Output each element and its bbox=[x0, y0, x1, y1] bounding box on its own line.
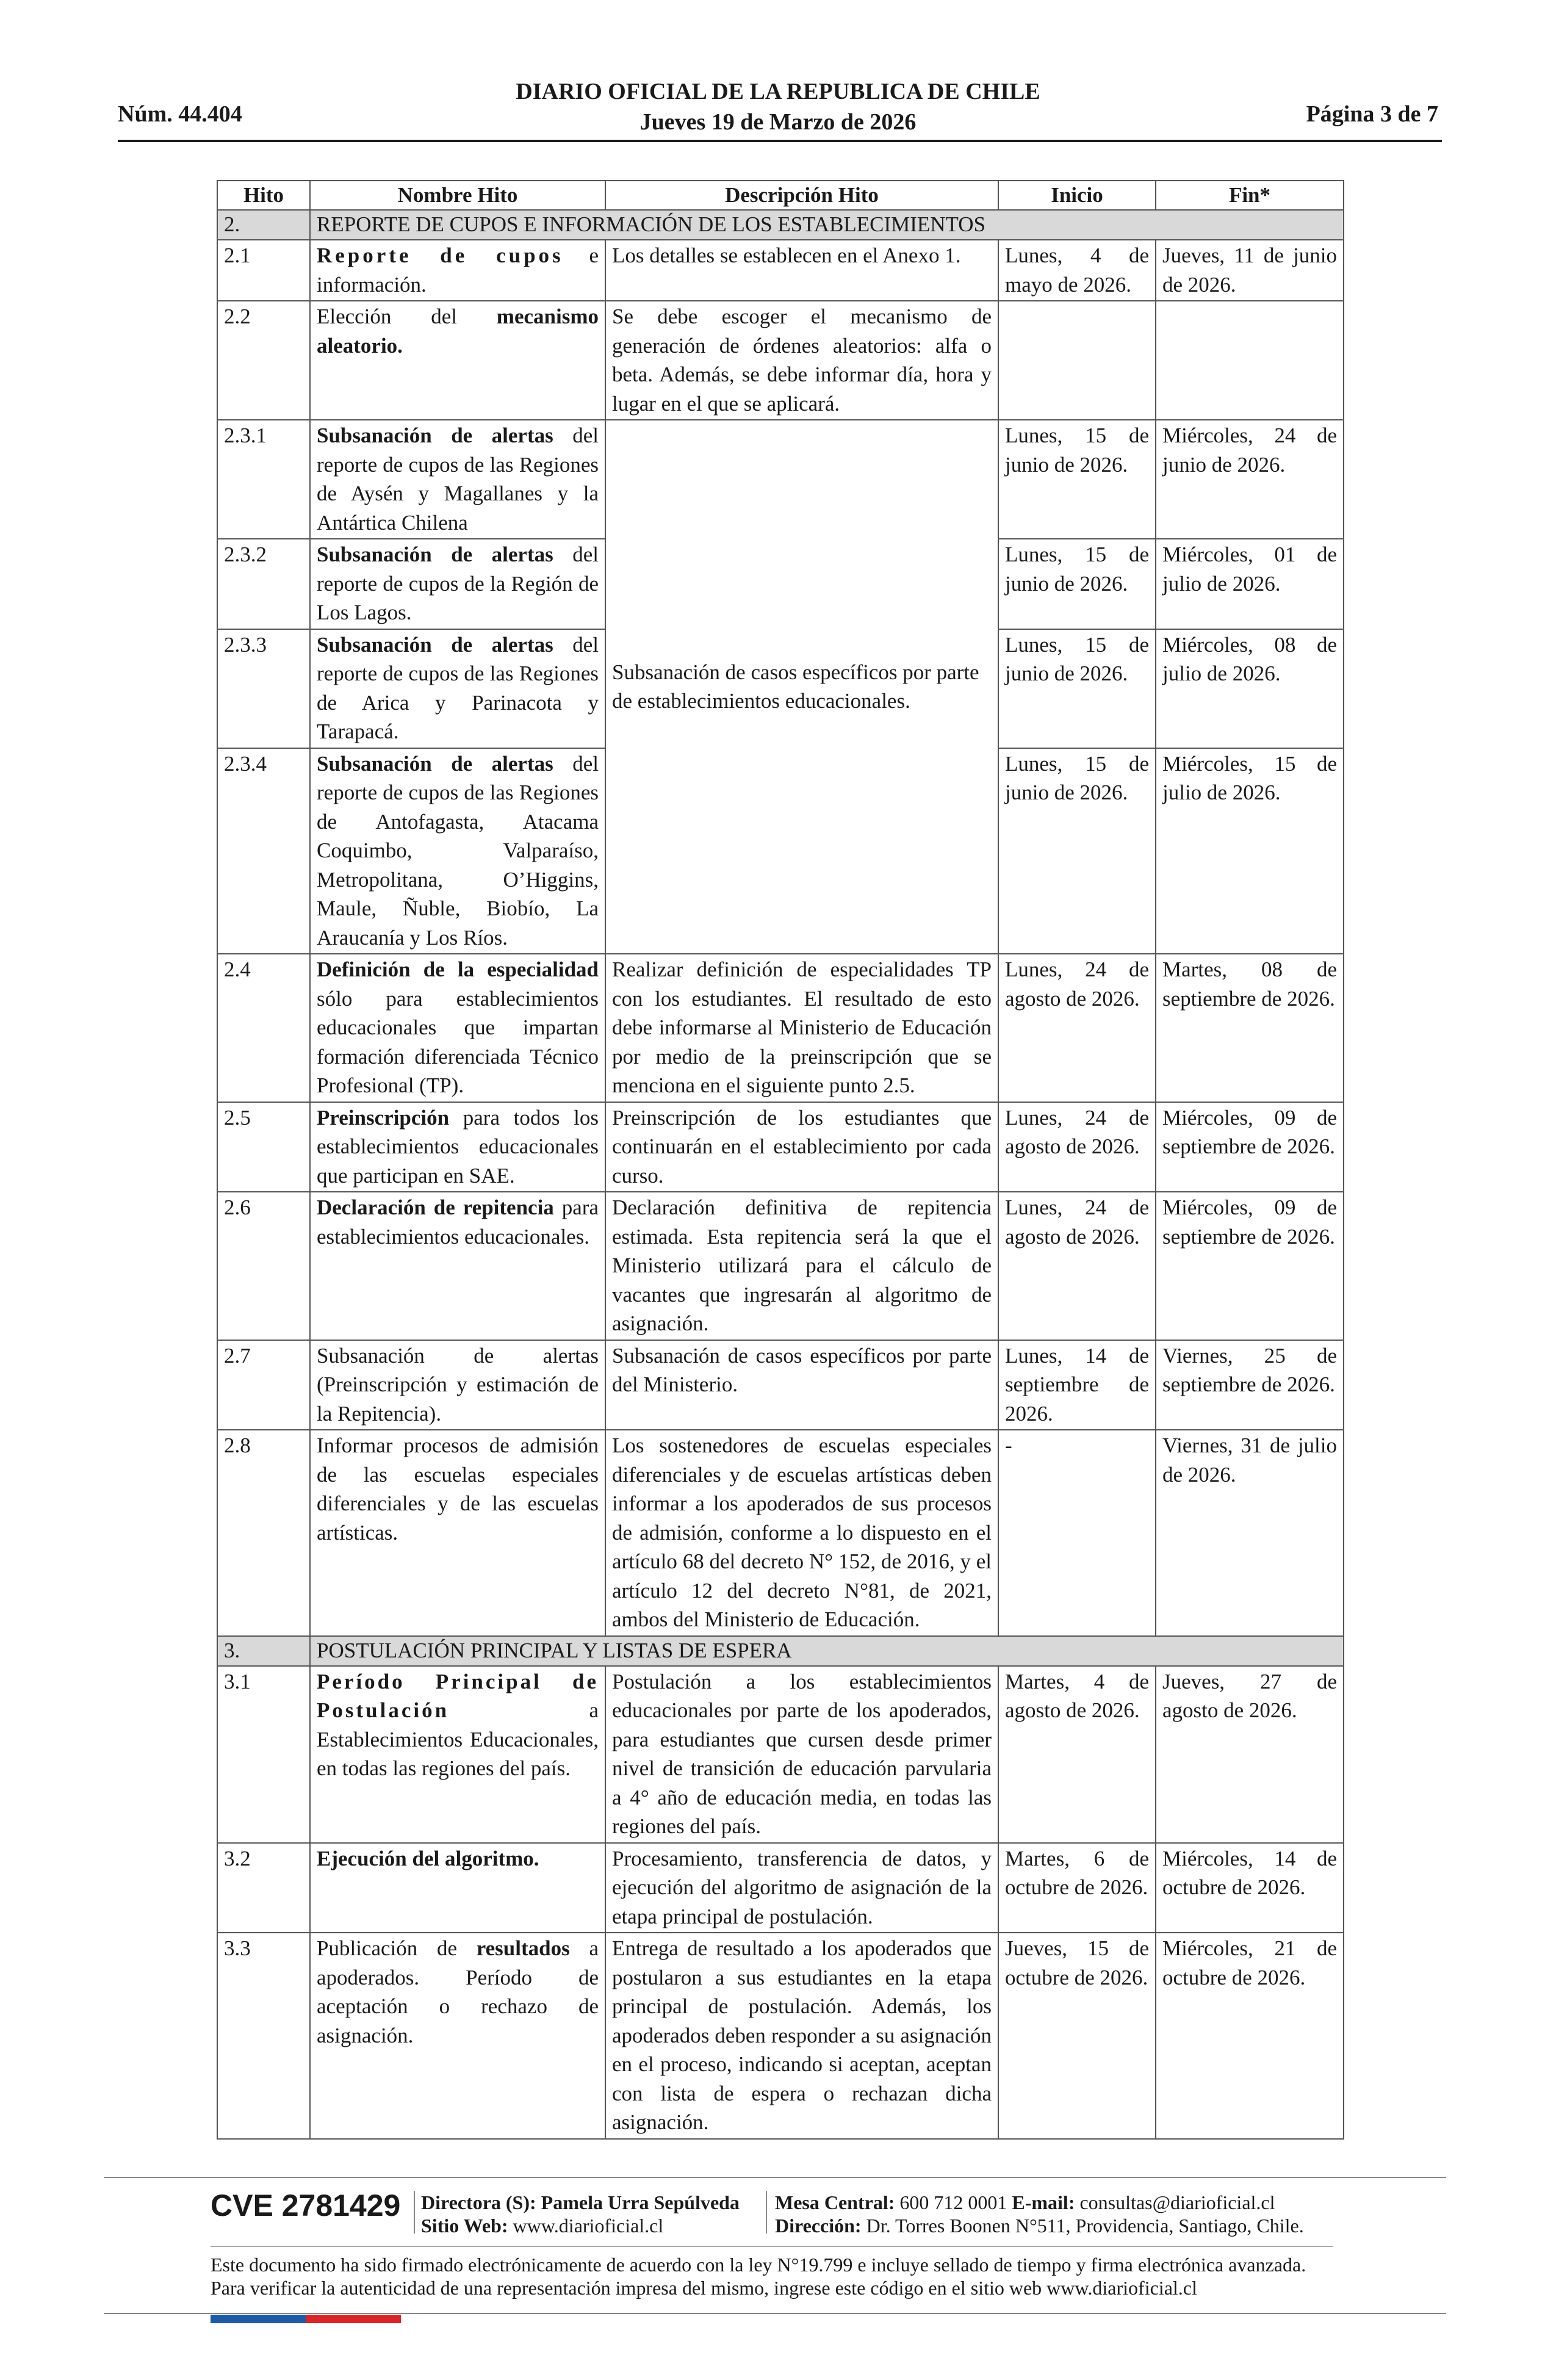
publication-date: Jueves 19 de Marzo de 2026 bbox=[639, 109, 917, 135]
hito-start: Lunes, 4 de mayo de 2026. bbox=[998, 240, 1156, 301]
hito-description: Subsanación de casos específicos por parte del Ministerio. bbox=[605, 1340, 998, 1430]
hito-name bbox=[310, 1843, 605, 1933]
hito-name-bold: Subsanación de alertas bbox=[317, 543, 553, 566]
hito-number: 2.2 bbox=[217, 301, 310, 420]
hito-name-bold: resultados bbox=[476, 1936, 570, 1960]
hito-start: Lunes, 14 de septiembre de 2026. bbox=[998, 1340, 1156, 1430]
footer-separator bbox=[766, 2191, 767, 2234]
hito-name: Subsanación de alertas (Preinscripción y estimación de la Repitencia). bbox=[310, 1340, 605, 1430]
col-header-descripcion: Descripción Hito bbox=[605, 181, 998, 210]
address-label: Dirección: bbox=[775, 2215, 862, 2237]
footer-separator bbox=[414, 2191, 415, 2234]
hito-end: Miércoles, 09 de septiembre de 2026. bbox=[1156, 1192, 1344, 1340]
hito-number: 2.3.1 bbox=[217, 420, 310, 539]
hito-name-rest: del reporte de cupos de las Regiones de Antofagasta, Atacama Coquimbo, Valparaíso, Metropolitana, O’Higgins, Maule, Ñuble, Biobío, La Araucanía y Los Ríos. bbox=[317, 751, 599, 950]
hito-number: 3.3 bbox=[217, 1933, 310, 2139]
hito-start: Lunes, 15 de junio de 2026. bbox=[998, 748, 1156, 954]
hito-end bbox=[1156, 301, 1344, 420]
phone-line bbox=[775, 2191, 1304, 2214]
hito-name-pre: Publicación de bbox=[317, 1936, 477, 1960]
col-header-fin: Fin* bbox=[1156, 181, 1344, 210]
hito-description: Los sostenedores de escuelas especiales diferenciales y de escuelas artísticas deben informar a los apoderados de sus procesos de admisión, conforme a lo dispuesto en el artículo 68 del decreto N° 152, de 2016, y el artículo 12 del decreto N°81, de 2021, ambos del Ministerio de Educación. bbox=[605, 1430, 998, 1636]
col-header-nombre: Nombre Hito bbox=[310, 181, 605, 210]
hito-name bbox=[310, 301, 605, 420]
hito-name-pre: Elección del bbox=[317, 305, 497, 328]
address-line bbox=[775, 2214, 1304, 2237]
footer-contact-right bbox=[775, 2191, 1304, 2237]
hito-end: Miércoles, 09 de septiembre de 2026. bbox=[1156, 1102, 1344, 1192]
hito-name-bold: Declaración de repitencia bbox=[317, 1195, 554, 1219]
email-label: E-mail: bbox=[1012, 2191, 1075, 2213]
hito-name bbox=[310, 420, 605, 539]
hito-number: 2.4 bbox=[217, 954, 310, 1102]
cve-code: CVE 2781429 bbox=[211, 2188, 401, 2223]
hito-description: Entrega de resultado a los apoderados que postularon a sus estudiantes en la etapa principal de postulación. Además, los apoderados deben responder a su asignación en el proceso, indicando si aceptan, aceptan con lista de espera o rechazan dicha asignación. bbox=[605, 1933, 998, 2139]
hito-start: Lunes, 24 de agosto de 2026. bbox=[998, 1102, 1156, 1192]
hito-name bbox=[310, 240, 605, 301]
section-row bbox=[217, 210, 1344, 240]
hito-start: Lunes, 24 de agosto de 2026. bbox=[998, 954, 1156, 1102]
hito-name-bold: Subsanación de alertas bbox=[317, 632, 553, 657]
hito-name-rest: a Establecimientos Educacionales, en todas las regiones del país. bbox=[317, 1698, 599, 1780]
footer-divider-bottom bbox=[104, 2313, 1446, 2314]
hito-name-rest: para establecimientos educacionales. bbox=[317, 1195, 599, 1249]
hito-name-rest: para todos los establecimientos educacionales que participan en SAE. bbox=[317, 1105, 599, 1188]
col-header-inicio: Inicio bbox=[998, 181, 1156, 210]
website-label: Sitio Web: bbox=[421, 2215, 508, 2237]
hito-start: Lunes, 15 de junio de 2026. bbox=[998, 539, 1156, 629]
hito-number: 2.5 bbox=[217, 1102, 310, 1192]
hito-start: Lunes, 15 de junio de 2026. bbox=[998, 420, 1156, 539]
hito-start: Lunes, 24 de agosto de 2026. bbox=[998, 1192, 1156, 1340]
hito-number: 2.3.3 bbox=[217, 629, 310, 748]
hito-name-bold: Preinscripción bbox=[317, 1105, 450, 1130]
signature-note: Este documento ha sido firmado electrónicamente de acuerdo con la ley N°19.799 e incluye sellado de tiempo y firma electrónica avanzada. Para verificar la autenticidad de una representación impresa del mismo, ingrese este código en el sitio web www.diarioficial.cl bbox=[211, 2254, 1306, 2299]
hito-number: 2.6 bbox=[217, 1192, 310, 1340]
issue-number: Núm. 44.404 bbox=[118, 101, 242, 127]
table-row bbox=[217, 1192, 1344, 1340]
footer-contact-left bbox=[421, 2191, 740, 2237]
hito-name-rest: e información. bbox=[317, 243, 599, 297]
hito-end: Miércoles, 01 de julio de 2026. bbox=[1156, 539, 1344, 629]
hito-name-bold: Subsanación de alertas bbox=[317, 751, 553, 776]
hito-description: Los detalles se establecen en el Anexo 1. bbox=[605, 240, 998, 301]
hito-name bbox=[310, 629, 605, 748]
table-row bbox=[217, 420, 1344, 539]
hito-name-rest: sólo para establecimientos educacionales que impartan formación diferenciada Técnico Profesional (TP). bbox=[317, 986, 599, 1097]
hito-name bbox=[310, 1933, 605, 2139]
hito-end: Miércoles, 15 de julio de 2026. bbox=[1156, 748, 1344, 954]
table-row bbox=[217, 954, 1344, 1102]
hito-number: 2.1 bbox=[217, 240, 310, 301]
table-row bbox=[217, 1843, 1344, 1933]
hito-end: Jueves, 27 de agosto de 2026. bbox=[1156, 1666, 1344, 1843]
hito-name bbox=[310, 954, 605, 1102]
hito-end: Viernes, 25 de septiembre de 2026. bbox=[1156, 1340, 1344, 1430]
hito-name-bold: Reporte de cupos bbox=[317, 243, 564, 267]
flag-stripe-blue bbox=[211, 2315, 306, 2323]
header-divider bbox=[118, 140, 1442, 142]
publication-title: DIARIO OFICIAL DE LA REPUBLICA DE CHILE bbox=[516, 79, 1040, 104]
phone-value: 600 712 0001 bbox=[899, 2191, 1007, 2213]
table-header-row bbox=[217, 181, 1344, 210]
table-row bbox=[217, 1666, 1344, 1843]
hito-number: 3.1 bbox=[217, 1666, 310, 1843]
director-label: Directora (S): bbox=[421, 2191, 536, 2213]
hito-start: Jueves, 15 de octubre de 2026. bbox=[998, 1933, 1156, 2139]
director-line bbox=[421, 2191, 740, 2214]
hito-start: Martes, 4 de agosto de 2026. bbox=[998, 1666, 1156, 1843]
hito-end: Viernes, 31 de julio de 2026. bbox=[1156, 1430, 1344, 1636]
hito-description: Realizar definición de especialidades TP con los estudiantes. El resultado de esto debe informarse al Ministerio de Educación por medio de la preinscripción que se menciona en el siguiente punto 2.5. bbox=[605, 954, 998, 1102]
website-link[interactable]: www.diarioficial.cl bbox=[513, 2215, 664, 2237]
table-row bbox=[217, 1430, 1344, 1636]
hito-name-bold: Período Principal de Postulación bbox=[317, 1669, 599, 1722]
hito-end: Miércoles, 14 de octubre de 2026. bbox=[1156, 1843, 1344, 1933]
section-row bbox=[217, 1636, 1344, 1666]
director-name: Pamela Urra Sepúlveda bbox=[541, 2191, 740, 2213]
table-row bbox=[217, 1102, 1344, 1192]
table-row bbox=[217, 240, 1344, 301]
phone-label: Mesa Central: bbox=[775, 2191, 895, 2213]
hito-name-rest: del reporte de cupos de la Región de Los Lagos. bbox=[317, 543, 599, 624]
hito-start bbox=[998, 301, 1156, 420]
hito-end: Jueves, 11 de junio de 2026. bbox=[1156, 240, 1344, 301]
hito-description: Preinscripción de los estudiantes que continuarán en el establecimiento por cada curso. bbox=[605, 1102, 998, 1192]
footer-divider-top bbox=[104, 2177, 1446, 2178]
email-link[interactable]: consultas@diarioficial.cl bbox=[1079, 2191, 1275, 2213]
hito-start: - bbox=[998, 1430, 1156, 1636]
hito-number: 3.2 bbox=[217, 1843, 310, 1933]
hito-name-bold: Subsanación de alertas bbox=[317, 424, 553, 447]
hito-end: Martes, 08 de septiembre de 2026. bbox=[1156, 954, 1344, 1102]
hito-name bbox=[310, 539, 605, 629]
hito-name-bold: mecanismo aleatorio. bbox=[317, 305, 599, 358]
page-indicator: Página 3 de 7 bbox=[1306, 101, 1438, 127]
hito-name: Informar procesos de admisión de las escuelas especiales diferenciales y de las escuelas artísticas. bbox=[310, 1430, 605, 1636]
hito-name-rest: del reporte de cupos de las Regiones de Aysén y Magallanes y la Antártica Chilena bbox=[317, 424, 599, 535]
hito-name bbox=[310, 1192, 605, 1340]
address-value: Dr. Torres Boonen N°511, Providencia, Santiago, Chile. bbox=[866, 2215, 1304, 2237]
hito-start: Martes, 6 de octubre de 2026. bbox=[998, 1843, 1156, 1933]
hito-end: Miércoles, 24 de junio de 2026. bbox=[1156, 420, 1344, 539]
hito-name bbox=[310, 1102, 605, 1192]
footer-divider-middle bbox=[211, 2246, 1333, 2247]
hito-name-bold: Ejecución del algoritmo. bbox=[317, 1846, 539, 1870]
flag-stripe-red bbox=[306, 2315, 401, 2323]
hito-name bbox=[310, 748, 605, 954]
hito-number: 2.3.2 bbox=[217, 539, 310, 629]
section-number: 3. bbox=[217, 1636, 310, 1666]
col-header-hito: Hito bbox=[217, 181, 310, 210]
schedule-table bbox=[217, 180, 1344, 2140]
website-line bbox=[421, 2214, 740, 2237]
hito-description: Procesamiento, transferencia de datos, y ejecución del algoritmo de asignación de la etapa principal de postulación. bbox=[605, 1843, 998, 1933]
section-number: 2. bbox=[217, 210, 310, 240]
hito-name-rest: del reporte de cupos de las Regiones de Arica y Parinacota y Tarapacá. bbox=[317, 632, 599, 743]
hito-name-bold: Definición de la especialidad bbox=[317, 957, 599, 981]
table-row bbox=[217, 1933, 1344, 2139]
hito-start: Lunes, 15 de junio de 2026. bbox=[998, 629, 1156, 748]
section-title: POSTULACIÓN PRINCIPAL Y LISTAS DE ESPERA bbox=[310, 1636, 1344, 1666]
hito-number: 2.3.4 bbox=[217, 748, 310, 954]
hito-name bbox=[310, 1666, 605, 1843]
hito-number: 2.7 bbox=[217, 1340, 310, 1430]
hito-description: Declaración definitiva de repitencia estimada. Esta repitencia será la que el Ministerio utilizará para el cálculo de vacantes que ingresarán al algoritmo de asignación. bbox=[605, 1192, 998, 1340]
hito-description: Se debe escoger el mecanismo de generación de órdenes aleatorios: alfa o beta. Además, se debe informar día, hora y lugar en el que se aplicará. bbox=[605, 301, 998, 420]
hito-name-rest: a apoderados. Período de aceptación o rechazo de asignación. bbox=[317, 1936, 599, 2047]
section-title: REPORTE DE CUPOS E INFORMACIÓN DE LOS ESTABLECIMIENTOS bbox=[310, 210, 1344, 240]
table-row bbox=[217, 1340, 1344, 1430]
hito-number: 2.8 bbox=[217, 1430, 310, 1636]
hito-description-merged: Subsanación de casos específicos por parte de establecimientos educacionales. bbox=[605, 420, 998, 954]
hito-description: Postulación a los establecimientos educacionales por parte de los apoderados, para estudiantes que cursen desde primer nivel de transición de educación parvularia a 4° año de educación media, en todas las regiones del país. bbox=[605, 1666, 998, 1843]
hito-end: Miércoles, 08 de julio de 2026. bbox=[1156, 629, 1344, 748]
table-row bbox=[217, 301, 1344, 420]
hito-end: Miércoles, 21 de octubre de 2026. bbox=[1156, 1933, 1344, 2139]
